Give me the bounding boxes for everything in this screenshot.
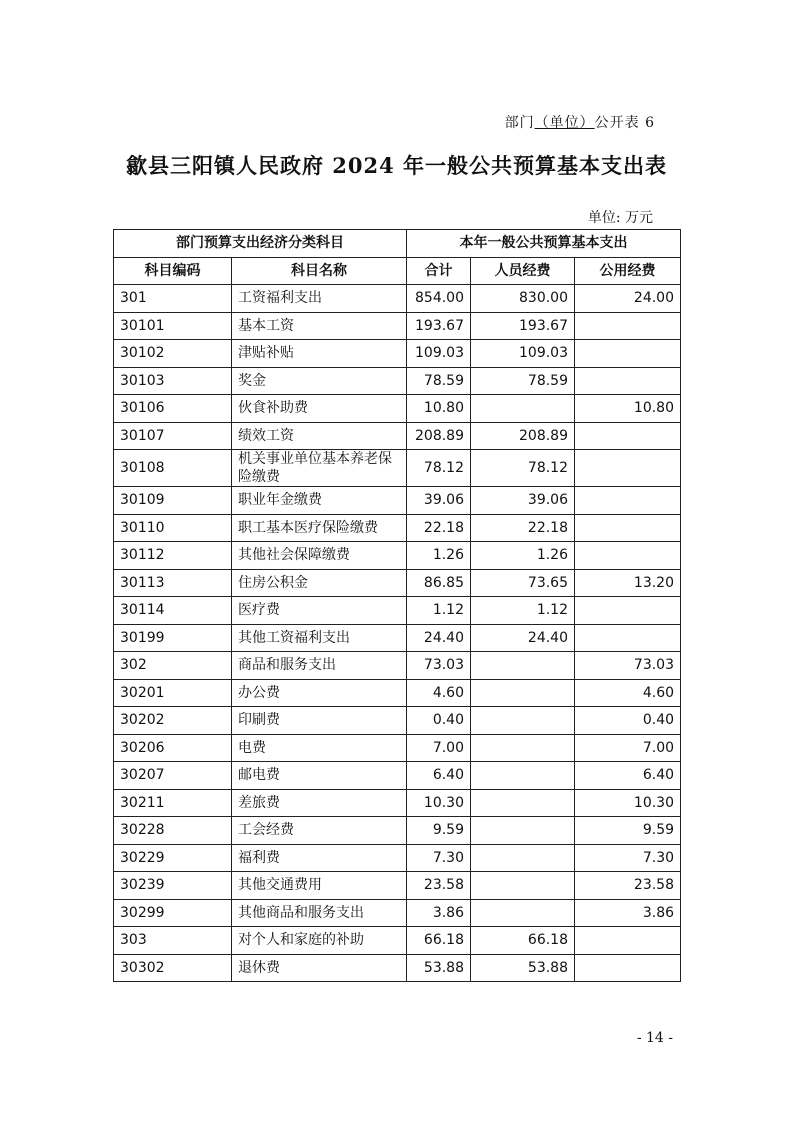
cell-code: 30211 <box>114 789 232 817</box>
cell-public <box>575 514 681 542</box>
cell-code: 30229 <box>114 844 232 872</box>
cell-personnel <box>471 395 575 423</box>
cell-code: 30107 <box>114 422 232 450</box>
cell-total: 23.58 <box>407 872 471 900</box>
cell-name: 印刷费 <box>232 707 407 735</box>
cell-total: 4.60 <box>407 679 471 707</box>
cell-name: 住房公积金 <box>232 569 407 597</box>
cell-public: 0.40 <box>575 707 681 735</box>
cell-public: 6.40 <box>575 762 681 790</box>
cell-total: 109.03 <box>407 340 471 368</box>
cell-name: 其他交通费用 <box>232 872 407 900</box>
table-row <box>114 367 681 395</box>
page-number: - 14 - <box>636 1030 673 1046</box>
cell-public <box>575 340 681 368</box>
cell-name: 邮电费 <box>232 762 407 790</box>
cell-name: 对个人和家庭的补助 <box>232 927 407 955</box>
cell-total: 7.30 <box>407 844 471 872</box>
cell-code: 30106 <box>114 395 232 423</box>
cell-code: 30114 <box>114 597 232 625</box>
cell-name: 工会经费 <box>232 817 407 845</box>
cell-total: 1.26 <box>407 542 471 570</box>
cell-code: 30101 <box>114 312 232 340</box>
budget-table <box>113 229 681 982</box>
cell-public: 3.86 <box>575 899 681 927</box>
table-tag-paren: （单位） <box>534 115 595 131</box>
cell-personnel: 1.12 <box>471 597 575 625</box>
page-title: 歙县三阳镇人民政府 2024 年一般公共预算基本支出表 <box>125 153 668 178</box>
cell-personnel <box>471 817 575 845</box>
col-header-personnel: 人员经费 <box>471 257 575 285</box>
cell-code: 30110 <box>114 514 232 542</box>
cell-total: 3.86 <box>407 899 471 927</box>
col-header-total: 合计 <box>407 257 471 285</box>
cell-total: 7.00 <box>407 734 471 762</box>
cell-public <box>575 312 681 340</box>
column-header-row <box>114 257 681 285</box>
cell-total: 86.85 <box>407 569 471 597</box>
table-row <box>114 927 681 955</box>
cell-personnel: 53.88 <box>471 954 575 982</box>
table-row <box>114 872 681 900</box>
cell-personnel <box>471 707 575 735</box>
cell-personnel <box>471 762 575 790</box>
cell-public: 10.80 <box>575 395 681 423</box>
table-row <box>114 487 681 515</box>
cell-personnel: 66.18 <box>471 927 575 955</box>
cell-code: 301 <box>114 285 232 313</box>
cell-total: 1.12 <box>407 597 471 625</box>
cell-total: 10.30 <box>407 789 471 817</box>
cell-personnel <box>471 844 575 872</box>
cell-code: 30206 <box>114 734 232 762</box>
cell-personnel: 24.40 <box>471 624 575 652</box>
cell-total: 73.03 <box>407 652 471 680</box>
cell-name: 电费 <box>232 734 407 762</box>
cell-total: 78.12 <box>407 450 471 487</box>
cell-code: 30202 <box>114 707 232 735</box>
cell-public: 23.58 <box>575 872 681 900</box>
table-row <box>114 285 681 313</box>
cell-personnel: 193.67 <box>471 312 575 340</box>
table-row <box>114 597 681 625</box>
cell-public: 10.30 <box>575 789 681 817</box>
cell-personnel: 39.06 <box>471 487 575 515</box>
cell-name: 津贴补贴 <box>232 340 407 368</box>
table-row <box>114 954 681 982</box>
table-row <box>114 395 681 423</box>
table-row <box>114 569 681 597</box>
cell-name: 医疗费 <box>232 597 407 625</box>
cell-code: 302 <box>114 652 232 680</box>
table-row <box>114 789 681 817</box>
cell-public: 13.20 <box>575 569 681 597</box>
cell-name: 其他社会保障缴费 <box>232 542 407 570</box>
cell-name: 基本工资 <box>232 312 407 340</box>
cell-public <box>575 450 681 487</box>
cell-name: 商品和服务支出 <box>232 652 407 680</box>
cell-personnel: 1.26 <box>471 542 575 570</box>
group-header-left: 部门预算支出经济分类科目 <box>114 230 407 258</box>
table-row <box>114 312 681 340</box>
cell-personnel <box>471 679 575 707</box>
cell-public: 24.00 <box>575 285 681 313</box>
cell-name: 职业年金缴费 <box>232 487 407 515</box>
cell-code: 30108 <box>114 450 232 487</box>
cell-code: 30113 <box>114 569 232 597</box>
cell-total: 10.80 <box>407 395 471 423</box>
cell-name: 伙食补助费 <box>232 395 407 423</box>
cell-public <box>575 367 681 395</box>
cell-total: 39.06 <box>407 487 471 515</box>
table-row <box>114 542 681 570</box>
cell-public <box>575 597 681 625</box>
cell-personnel <box>471 872 575 900</box>
cell-personnel: 109.03 <box>471 340 575 368</box>
cell-public: 7.30 <box>575 844 681 872</box>
cell-personnel: 73.65 <box>471 569 575 597</box>
table-row <box>114 624 681 652</box>
cell-total: 53.88 <box>407 954 471 982</box>
cell-total: 9.59 <box>407 817 471 845</box>
cell-public <box>575 624 681 652</box>
cell-public: 73.03 <box>575 652 681 680</box>
table-tag <box>505 112 655 132</box>
cell-name: 差旅费 <box>232 789 407 817</box>
table-row <box>114 679 681 707</box>
cell-code: 30207 <box>114 762 232 790</box>
cell-personnel: 22.18 <box>471 514 575 542</box>
table-row <box>114 817 681 845</box>
cell-total: 24.40 <box>407 624 471 652</box>
cell-code: 30239 <box>114 872 232 900</box>
table-row <box>114 450 681 487</box>
table-row <box>114 422 681 450</box>
table-row <box>114 707 681 735</box>
cell-public <box>575 954 681 982</box>
cell-code: 30103 <box>114 367 232 395</box>
cell-personnel <box>471 652 575 680</box>
cell-total: 193.67 <box>407 312 471 340</box>
cell-public <box>575 927 681 955</box>
cell-total: 854.00 <box>407 285 471 313</box>
cell-code: 30112 <box>114 542 232 570</box>
cell-code: 303 <box>114 927 232 955</box>
cell-code: 30109 <box>114 487 232 515</box>
table-row <box>114 340 681 368</box>
cell-public <box>575 422 681 450</box>
table-row <box>114 762 681 790</box>
cell-name: 退休费 <box>232 954 407 982</box>
table-row <box>114 844 681 872</box>
cell-name: 办公费 <box>232 679 407 707</box>
group-header-row <box>114 230 681 258</box>
cell-personnel <box>471 734 575 762</box>
cell-total: 6.40 <box>407 762 471 790</box>
table-tag-prefix: 部门 <box>504 115 535 131</box>
cell-personnel <box>471 789 575 817</box>
unit-label: 单位: 万元 <box>587 210 653 226</box>
cell-code: 30201 <box>114 679 232 707</box>
table-row <box>114 514 681 542</box>
table-row <box>114 652 681 680</box>
cell-public: 9.59 <box>575 817 681 845</box>
cell-personnel <box>471 899 575 927</box>
cell-total: 22.18 <box>407 514 471 542</box>
table-tag-suffix: 公开表 6 <box>594 115 655 131</box>
cell-personnel: 78.12 <box>471 450 575 487</box>
cell-code: 30228 <box>114 817 232 845</box>
cell-code: 30302 <box>114 954 232 982</box>
table-row <box>114 899 681 927</box>
cell-name: 福利费 <box>232 844 407 872</box>
cell-public: 4.60 <box>575 679 681 707</box>
cell-name: 绩效工资 <box>232 422 407 450</box>
cell-public <box>575 487 681 515</box>
cell-total: 66.18 <box>407 927 471 955</box>
cell-personnel: 208.89 <box>471 422 575 450</box>
cell-code: 30102 <box>114 340 232 368</box>
cell-public: 7.00 <box>575 734 681 762</box>
cell-name: 工资福利支出 <box>232 285 407 313</box>
col-header-public: 公用经费 <box>575 257 681 285</box>
cell-total: 208.89 <box>407 422 471 450</box>
cell-total: 0.40 <box>407 707 471 735</box>
cell-personnel: 78.59 <box>471 367 575 395</box>
cell-name: 其他工资福利支出 <box>232 624 407 652</box>
group-header-right: 本年一般公共预算基本支出 <box>407 230 681 258</box>
cell-name: 奖金 <box>232 367 407 395</box>
cell-public <box>575 542 681 570</box>
cell-total: 78.59 <box>407 367 471 395</box>
cell-personnel: 830.00 <box>471 285 575 313</box>
cell-code: 30299 <box>114 899 232 927</box>
col-header-code: 科目编码 <box>114 257 232 285</box>
cell-code: 30199 <box>114 624 232 652</box>
cell-name: 职工基本医疗保险缴费 <box>232 514 407 542</box>
cell-name: 其他商品和服务支出 <box>232 899 407 927</box>
table-body <box>114 285 681 982</box>
cell-name: 机关事业单位基本养老保险缴费 <box>232 450 407 487</box>
table-row <box>114 734 681 762</box>
col-header-name: 科目名称 <box>232 257 407 285</box>
